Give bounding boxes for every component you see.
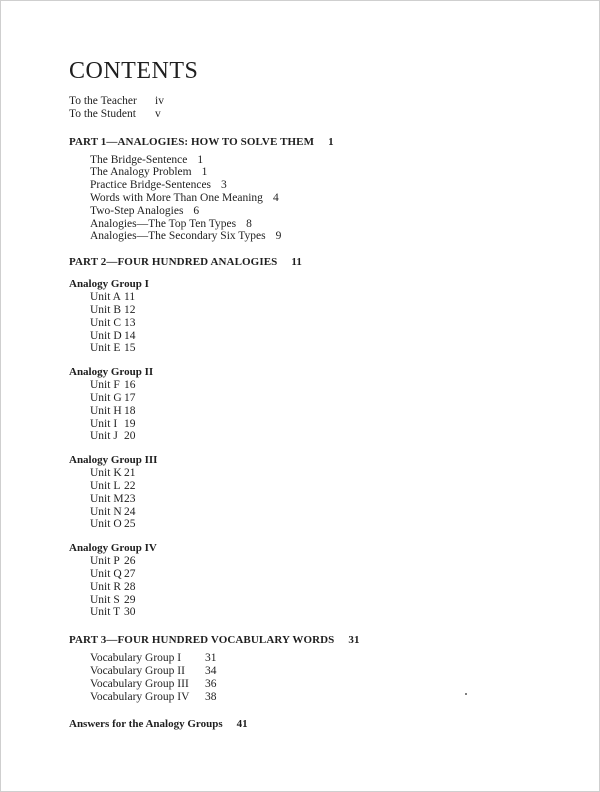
part-heading-label: PART 2—FOUR HUNDRED ANALOGIES	[69, 256, 278, 269]
part-heading-page: 31	[348, 634, 360, 647]
unit-entry	[90, 581, 569, 594]
unit-page: 20	[124, 430, 136, 443]
toc-entry-page: 31	[205, 652, 217, 665]
unit-entry	[90, 342, 569, 355]
toc-entry-label: Analogies—The Top Ten Types	[90, 217, 237, 230]
analogy-group-heading: Analogy Group II	[69, 366, 154, 379]
unit-entry	[90, 568, 569, 581]
unit-entry	[90, 418, 569, 431]
unit-page: 13	[124, 316, 136, 329]
part-heading-page: 11	[291, 256, 302, 269]
unit-entry	[90, 304, 569, 317]
toc-entry-label: Vocabulary Group III	[90, 677, 189, 690]
vocabulary-group-entry	[90, 652, 569, 665]
unit-page: 23	[124, 492, 136, 505]
toc-entry	[90, 179, 569, 192]
unit-entry	[90, 430, 569, 443]
analogy-group-heading: Analogy Group IV	[69, 542, 157, 555]
toc-entry-label: Words with More Than One Meaning	[90, 191, 263, 204]
unit-page: 22	[124, 479, 136, 492]
unit-label: Unit D	[90, 329, 122, 342]
vocabulary-group-entry	[90, 691, 569, 704]
part-3-heading	[69, 633, 569, 647]
contents-body	[69, 57, 569, 731]
unit-label: Unit F	[90, 379, 120, 392]
unit-page: 26	[124, 555, 136, 568]
toc-entry-page: 1	[201, 166, 208, 179]
toc-entry-page: 34	[205, 664, 217, 677]
toc-entry	[90, 166, 569, 179]
answers-heading	[69, 717, 569, 731]
unit-entry	[90, 330, 569, 343]
page-title: CONTENTS	[69, 58, 199, 84]
unit-page: 29	[124, 593, 136, 606]
unit-page: 30	[124, 606, 136, 619]
part-1-heading	[69, 135, 569, 149]
unit-label: Unit P	[90, 555, 120, 568]
unit-entry	[90, 606, 569, 619]
answers-label: Answers for the Analogy Groups	[69, 718, 223, 731]
toc-entry-page: 4	[272, 191, 279, 204]
unit-page: 21	[124, 467, 136, 480]
toc-entry-label: The Analogy Problem	[90, 166, 192, 179]
toc-entry-page: 36	[205, 677, 217, 690]
unit-entry	[90, 405, 569, 418]
toc-entry-label: Vocabulary Group I	[90, 652, 182, 665]
unit-label: Unit L	[90, 479, 121, 492]
scan-speck	[465, 693, 467, 695]
unit-page: 11	[124, 291, 136, 304]
toc-entry	[90, 205, 569, 218]
unit-entry	[90, 594, 569, 607]
analogy-group-units	[69, 379, 569, 443]
unit-page: 14	[124, 329, 136, 342]
toc-entry-label: To the Student	[69, 107, 136, 120]
toc-entry	[90, 154, 569, 167]
answers-page: 41	[236, 718, 248, 731]
toc-entry-page: 9	[275, 230, 282, 243]
unit-label: Unit H	[90, 404, 122, 417]
toc-entry	[90, 192, 569, 205]
unit-entry	[90, 392, 569, 405]
unit-label: Unit J	[90, 430, 118, 443]
part-heading-label: PART 3—FOUR HUNDRED VOCABULARY WORDS	[69, 634, 335, 647]
unit-label: Unit G	[90, 391, 122, 404]
unit-label: Unit O	[90, 518, 122, 531]
part-heading-label: PART 1—ANALOGIES: HOW TO SOLVE THEM	[69, 135, 315, 148]
unit-page: 17	[124, 391, 136, 404]
analogy-group-units	[69, 555, 569, 619]
toc-entry-label: Two-Step Analogies	[90, 204, 184, 217]
unit-page: 16	[124, 379, 136, 392]
part-1-items	[69, 154, 569, 244]
toc-entry-page: 8	[246, 217, 252, 230]
part-heading-page: 1	[328, 135, 334, 148]
unit-entry	[90, 480, 569, 493]
unit-label: Unit C	[90, 316, 121, 329]
part-2-heading	[69, 255, 569, 269]
unit-label: Unit B	[90, 303, 121, 316]
unit-label: Unit E	[90, 342, 121, 355]
unit-page: 25	[124, 518, 136, 531]
toc-entry-label: Practice Bridge-Sentences	[90, 179, 212, 192]
analogy-group-units	[69, 467, 569, 531]
toc-entry-page: 3	[221, 179, 227, 192]
vocabulary-group-entry	[90, 665, 569, 678]
analogy-group-heading: Analogy Group I	[69, 278, 149, 291]
unit-entry	[90, 467, 569, 480]
analogy-group-heading: Analogy Group III	[69, 454, 158, 467]
unit-label: Unit A	[90, 291, 121, 304]
unit-entry	[90, 506, 569, 519]
toc-entry-to-the-teacher	[69, 95, 569, 108]
toc-entry-label: Analogies—The Secondary Six Types	[90, 230, 266, 243]
unit-page: 19	[124, 417, 136, 430]
unit-entry	[90, 493, 569, 506]
front-matter-list	[69, 95, 569, 121]
toc-entry	[90, 230, 569, 243]
unit-entry	[90, 379, 569, 392]
toc-entry-label: To the Teacher	[69, 95, 137, 107]
unit-label: Unit S	[90, 593, 120, 606]
unit-label: Unit Q	[90, 567, 122, 580]
unit-label: Unit N	[90, 505, 122, 518]
unit-label: Unit K	[90, 467, 122, 480]
unit-page: 12	[124, 303, 136, 316]
unit-page: 18	[124, 404, 136, 417]
part-3-items	[69, 652, 569, 703]
toc-entry	[90, 218, 569, 231]
unit-label: Unit I	[90, 417, 118, 430]
unit-page: 15	[124, 342, 136, 355]
unit-label: Unit R	[90, 580, 121, 593]
unit-page: 24	[124, 505, 136, 518]
analogy-group-units	[69, 291, 569, 355]
vocabulary-group-entry	[90, 678, 569, 691]
toc-entry-page: 1	[197, 153, 204, 166]
unit-page: 27	[124, 567, 136, 580]
toc-entry-label: Vocabulary Group IV	[90, 690, 190, 703]
toc-entry-page: iv	[155, 95, 164, 107]
unit-entry	[90, 317, 569, 330]
unit-entry	[90, 518, 569, 531]
unit-page: 28	[124, 580, 136, 593]
toc-entry-label: The Bridge-Sentence	[90, 153, 188, 166]
unit-label: Unit T	[90, 606, 121, 619]
toc-entry-page: 6	[193, 204, 200, 217]
toc-entry-page: 38	[205, 690, 217, 703]
toc-entry-label: Vocabulary Group II	[90, 664, 185, 677]
toc-entry-page: v	[155, 107, 161, 120]
toc-entry-to-the-student	[69, 108, 569, 121]
unit-label: Unit M	[90, 492, 124, 505]
unit-entry	[90, 291, 569, 304]
unit-entry	[90, 555, 569, 568]
